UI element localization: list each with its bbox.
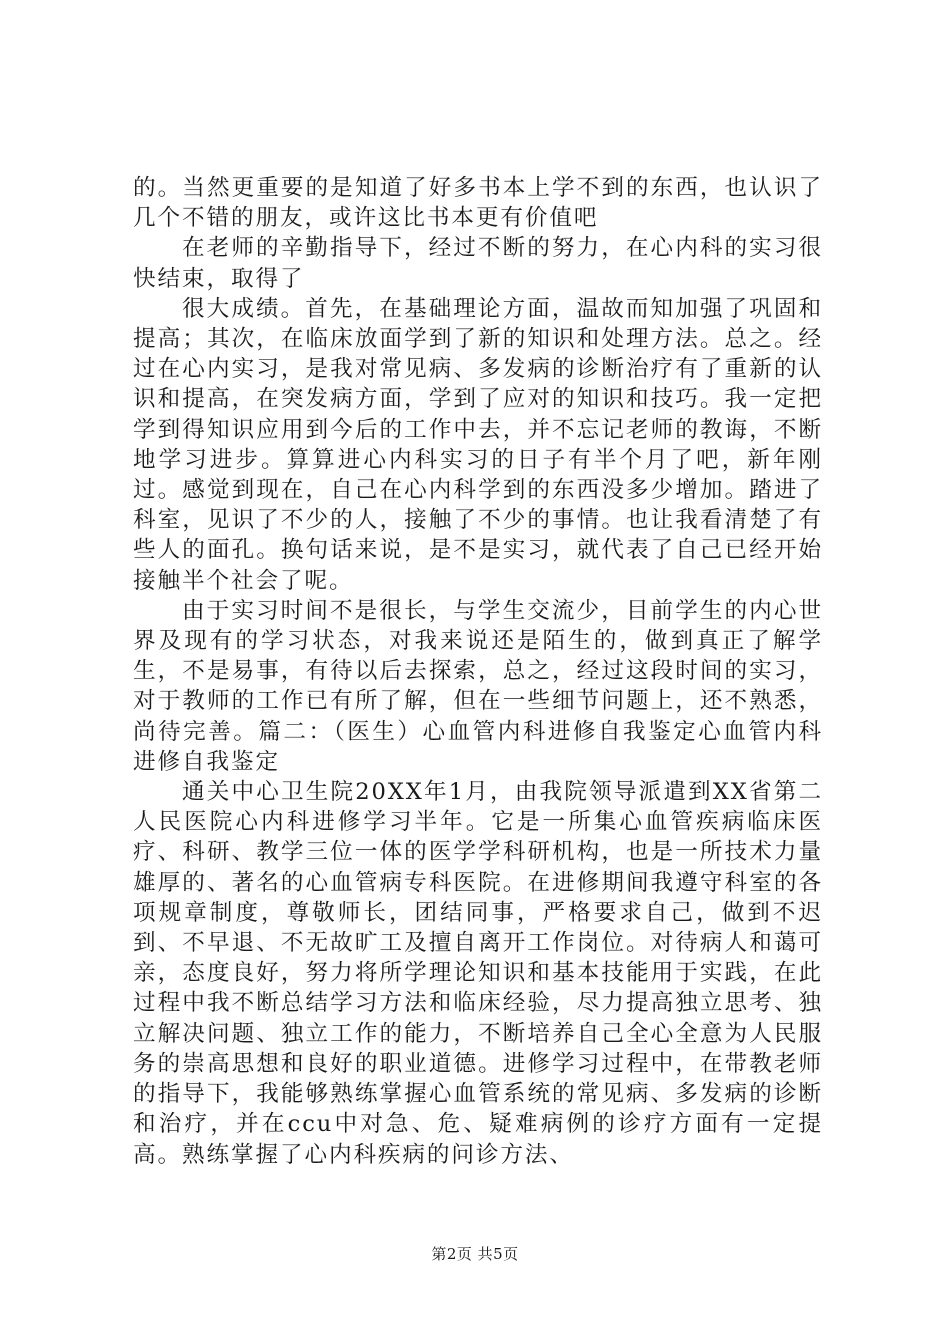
paragraph-5: 通关中心卫生院20XX年1月，由我院领导派遣到XX省第二人民医院心内科进修学习半年。它是一所集心血管疾病临床医疗、科研、教学三位一体的医学学科研机构，也是一所技术力量雄厚的、著名的心血管病专科医院。在进修期间我遵守科室的各项规章制度，尊敬师长，团结同事，严格要求自己，做到不迟到、不早退、不无故旷工及擅自离开工作岗位。对待病人和蔼可亲，态度良好，努力将所学理论知识和基本技能用于实践，在此过程中我不断总结学习方法和临床经验，尽力提高独立思考、独立解决问题、独立工作的能力，不断培养自己全心全意为人民服务的崇高思想和良好的职业道德。进修学习过程中，在带教老师的指导下，我能够熟练掌握心血管系统的常见病、多发病的诊断和治疗，并在ccu中对急、危、疑难病例的诊疗方面有一定提高。熟练掌握了心内科疾病的问诊方法、 — [133, 779, 823, 1168]
paragraph-3: 很大成绩。首先，在基础理论方面，温故而知加强了巩固和提高；其次，在临床放面学到了新的知识和处理方法。总之。经过在心内实习，是我对常见病、多发病的诊断治疗有了重新的认识和提高，在突发病方面，学到了应对的知识和技巧。我一定把学到得知识应用到今后的工作中去，并不忘记老师的教诲，不断地学习进步。算算进心内科实习的日子有半个月了吧，新年刚过。感觉到现在，自己在心内科学到的东西没多少增加。踏进了科室，见识了不少的人，接触了不少的事情。也让我看清楚了有些人的面孔。换句话来说，是不是实习，就代表了自己已经开始接触半个社会了呢。 — [133, 295, 823, 594]
paragraph-1: 的。当然更重要的是知道了好多书本上学不到的东西，也认识了几个不错的朋友，或许这比书本更有价值吧 — [133, 175, 823, 232]
page-footer: 第2页 共5页 — [431, 1245, 519, 1263]
paragraph-4: 由于实习时间不是很长，与学生交流少，目前学生的内心世界及现有的学习状态，对我来说还是陌生的，做到真正了解学生，不是易事，有待以后去探索，总之，经过这段时间的实习，对于教师的工作已有所了解，但在一些细节问题上，还不熟悉，尚待完善。篇二：（医生）心血管内科进修自我鉴定心血管内科进修自我鉴定 — [133, 597, 823, 775]
document-body — [133, 173, 823, 1170]
paragraph-2: 在老师的辛勤指导下，经过不断的努力，在心内科的实习很快结束，取得了 — [133, 235, 823, 292]
